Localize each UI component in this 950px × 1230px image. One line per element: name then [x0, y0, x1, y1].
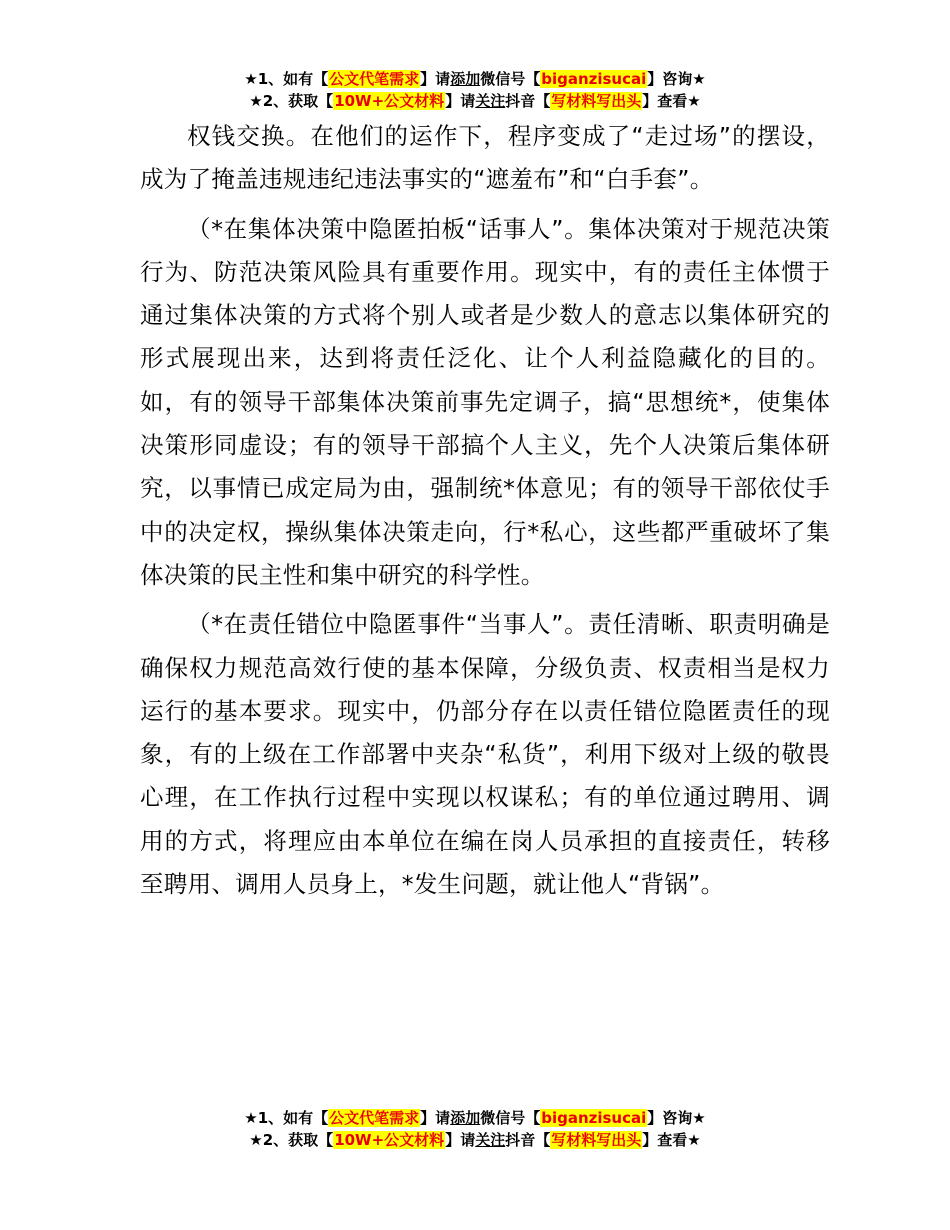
banner-text: 】请 [445, 1131, 476, 1149]
banner-text: 】请 [420, 1109, 451, 1127]
banner-text: 】查看★ [642, 1131, 701, 1149]
banner-line-1 [0, 68, 950, 90]
highlight-wechat-id: biganzisucai [541, 70, 647, 88]
banner-text: ★1、如有【 [244, 70, 329, 88]
highlight-service: 公文代笔需求 [329, 1109, 420, 1127]
banner-text: 】咨询★ [647, 70, 706, 88]
banner-text: 】请 [420, 70, 451, 88]
highlight-materials: 10W+公文材料 [334, 92, 445, 110]
banner-text: ★1、如有【 [244, 1109, 329, 1127]
header-banner [0, 68, 950, 112]
banner-emphasis: 关注 [475, 1131, 506, 1149]
banner-text: 】咨询★ [647, 1109, 706, 1127]
banner-text: ★2、获取【 [249, 92, 334, 110]
highlight-wechat-id: biganzisucai [541, 1109, 647, 1127]
banner-emphasis: 添加 [450, 70, 481, 88]
document-body [140, 115, 830, 906]
paragraph-continuation: 权钱交换。在他们的运作下，程序变成了“走过场”的摆设，成为了掩盖违规违纪违法事实的“遮羞布”和“白手套”。 [140, 122, 830, 194]
banner-line-2 [0, 90, 950, 112]
highlight-douyin-account: 写材料写出头 [551, 92, 642, 110]
highlight-materials: 10W+公文材料 [334, 1131, 445, 1149]
footer-banner [0, 1107, 950, 1151]
paragraph-responsibility-misplacement: （*在责任错位中隐匿事件“当事人”。责任清晰、职责明确是确保权力规范高效行使的基本保障，分级负责、权责相当是权力运行的基本要求。现实中，仍部分存在以责任错位隐匿责任的现象，有的上级在工作部署中夹杂“私货”，利用下级对上级的敬畏心理，在工作执行过程中实现以权谋私；有的单位通过聘用、调用的方式，将理应由本单位在编在岗人员承担的直接责任，转移至聘用、调用人员身上，*发生问题，就让他人“背锅”。 [140, 610, 830, 899]
banner-text: ★2、获取【 [249, 1131, 334, 1149]
paragraph-collective-decision: （*在集体决策中隐匿拍板“话事人”。集体决策对于规范决策行为、防范决策风险具有重要作用。现实中，有的责任主体惯于通过集体决策的方式将个别人或者是少数人的意志以集体研究的形式展现出来，达到将责任泛化、让个人利益隐藏化的目的。如，有的领导干部集体决策前事先定调子，搞“思想统*，使集体决策形同虚设；有的领导干部搞个人主义，先个人决策后集体研究，以事情已成定局为由，强制统*体意见；有的领导干部依仗手中的决定权，操纵集体决策走向，行*私心，这些都严重破坏了集体决策的民主性和集中研究的科学性。 [140, 214, 830, 589]
banner-line-2 [0, 1129, 950, 1151]
banner-text: 抖音【 [505, 1131, 551, 1149]
banner-text: 微信号【 [480, 70, 541, 88]
banner-text: 】查看★ [642, 92, 701, 110]
banner-text: 】请 [445, 92, 476, 110]
highlight-douyin-account: 写材料写出头 [551, 1131, 642, 1149]
highlight-service: 公文代笔需求 [329, 70, 420, 88]
banner-text: 抖音【 [505, 92, 551, 110]
banner-text: 微信号【 [480, 1109, 541, 1127]
banner-emphasis: 关注 [475, 92, 506, 110]
banner-line-1 [0, 1107, 950, 1129]
banner-emphasis: 添加 [450, 1109, 481, 1127]
